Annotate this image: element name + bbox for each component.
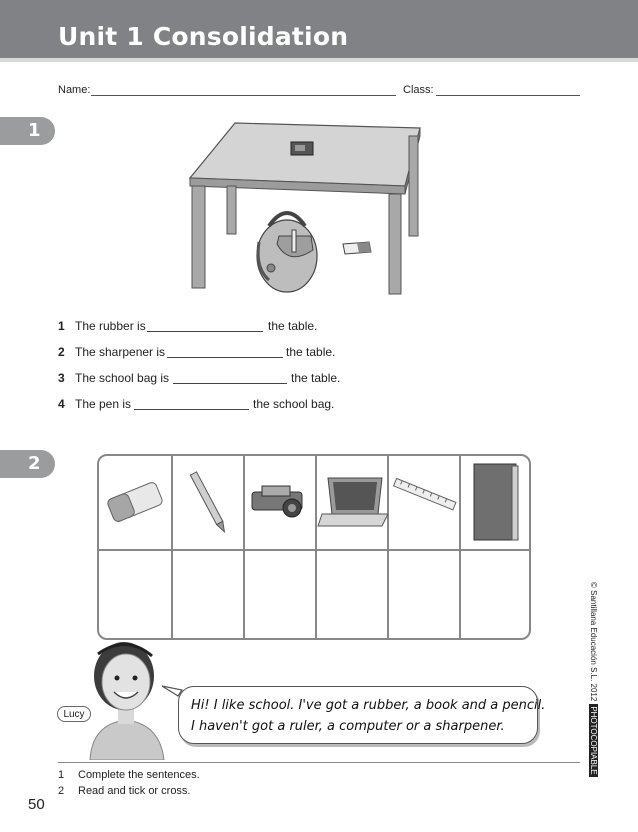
header-banner — [0, 0, 638, 62]
sentence-number: 4 — [58, 397, 65, 411]
table-illustration — [185, 118, 425, 300]
speech-bubble — [178, 686, 546, 744]
sharpener-icon — [244, 456, 316, 549]
sentence-after: the school bag. — [253, 397, 335, 411]
name-class-row — [58, 84, 580, 98]
tick-cross-box-computer[interactable] — [316, 551, 387, 640]
tick-cross-box-pencil[interactable] — [172, 551, 243, 640]
copyright-text: © Santillana Educación S.L. 2012 — [589, 582, 598, 702]
school-bag-icon — [257, 213, 317, 292]
sentence-number: 3 — [58, 371, 65, 385]
answer-blank-1[interactable] — [147, 331, 263, 332]
sentence-number: 1 — [58, 319, 65, 333]
sentence-before: The rubber is — [75, 319, 146, 333]
sentence-before: The sharpener is — [75, 345, 166, 359]
speech-line-2: I haven't got a ruler, a computer or a sharpener. — [191, 719, 505, 734]
lucy-portrait — [80, 628, 172, 760]
sentence-after: the table. — [268, 319, 318, 333]
instruction-2 — [58, 785, 191, 797]
book-icon — [460, 456, 531, 549]
tick-cross-box-ruler[interactable] — [388, 551, 459, 640]
answer-blank-2[interactable] — [167, 357, 283, 358]
computer-icon — [316, 456, 388, 549]
name-label: Name: — [58, 84, 91, 96]
tick-cross-grid — [97, 454, 531, 640]
sentence-number: 2 — [58, 345, 65, 359]
exercise-2-tab — [0, 450, 55, 478]
floor-rubber-icon — [343, 242, 371, 254]
answer-blank-3[interactable] — [173, 383, 287, 384]
sentence-after: the table. — [286, 345, 336, 359]
speech-bubble-tail — [162, 684, 184, 698]
speaker-label: Lucy — [57, 706, 91, 722]
copyright-notice — [584, 582, 602, 775]
class-label: Class: — [403, 84, 434, 96]
ruler-icon — [388, 456, 460, 549]
class-field[interactable] — [436, 95, 580, 96]
tick-cross-box-rubber[interactable] — [99, 551, 171, 640]
tick-cross-box-sharpener[interactable] — [244, 551, 315, 640]
instruction-number: 2 — [58, 785, 65, 797]
answer-blank-4[interactable] — [134, 409, 249, 410]
sentence-before: The school bag is — [75, 371, 170, 385]
instruction-1 — [58, 769, 200, 781]
instruction-number: 1 — [58, 769, 65, 781]
photocopiable-badge: PHOTOCOPIABLE — [589, 706, 598, 775]
page-title: Unit 1 Consolidation — [58, 22, 349, 51]
sentence-before: The pen is — [75, 397, 132, 411]
sentence-after: the table. — [291, 371, 341, 385]
exercise-1-number: 1 — [28, 120, 41, 141]
tick-cross-box-book[interactable] — [460, 551, 531, 640]
instruction-text: Read and tick or cross. — [78, 785, 191, 797]
pencil-icon — [172, 456, 244, 549]
speech-line-1: Hi! I like school. I've got a rubber, a book and a pencil. — [191, 698, 546, 713]
name-field[interactable] — [91, 95, 396, 96]
page-number: 50 — [28, 796, 45, 813]
table-sharpener-icon — [291, 142, 313, 155]
instruction-text: Complete the sentences. — [78, 769, 200, 781]
footer-rule — [58, 762, 580, 763]
exercise-2-number: 2 — [28, 453, 41, 474]
rubber-icon — [99, 456, 171, 549]
exercise-1-tab — [0, 117, 55, 145]
